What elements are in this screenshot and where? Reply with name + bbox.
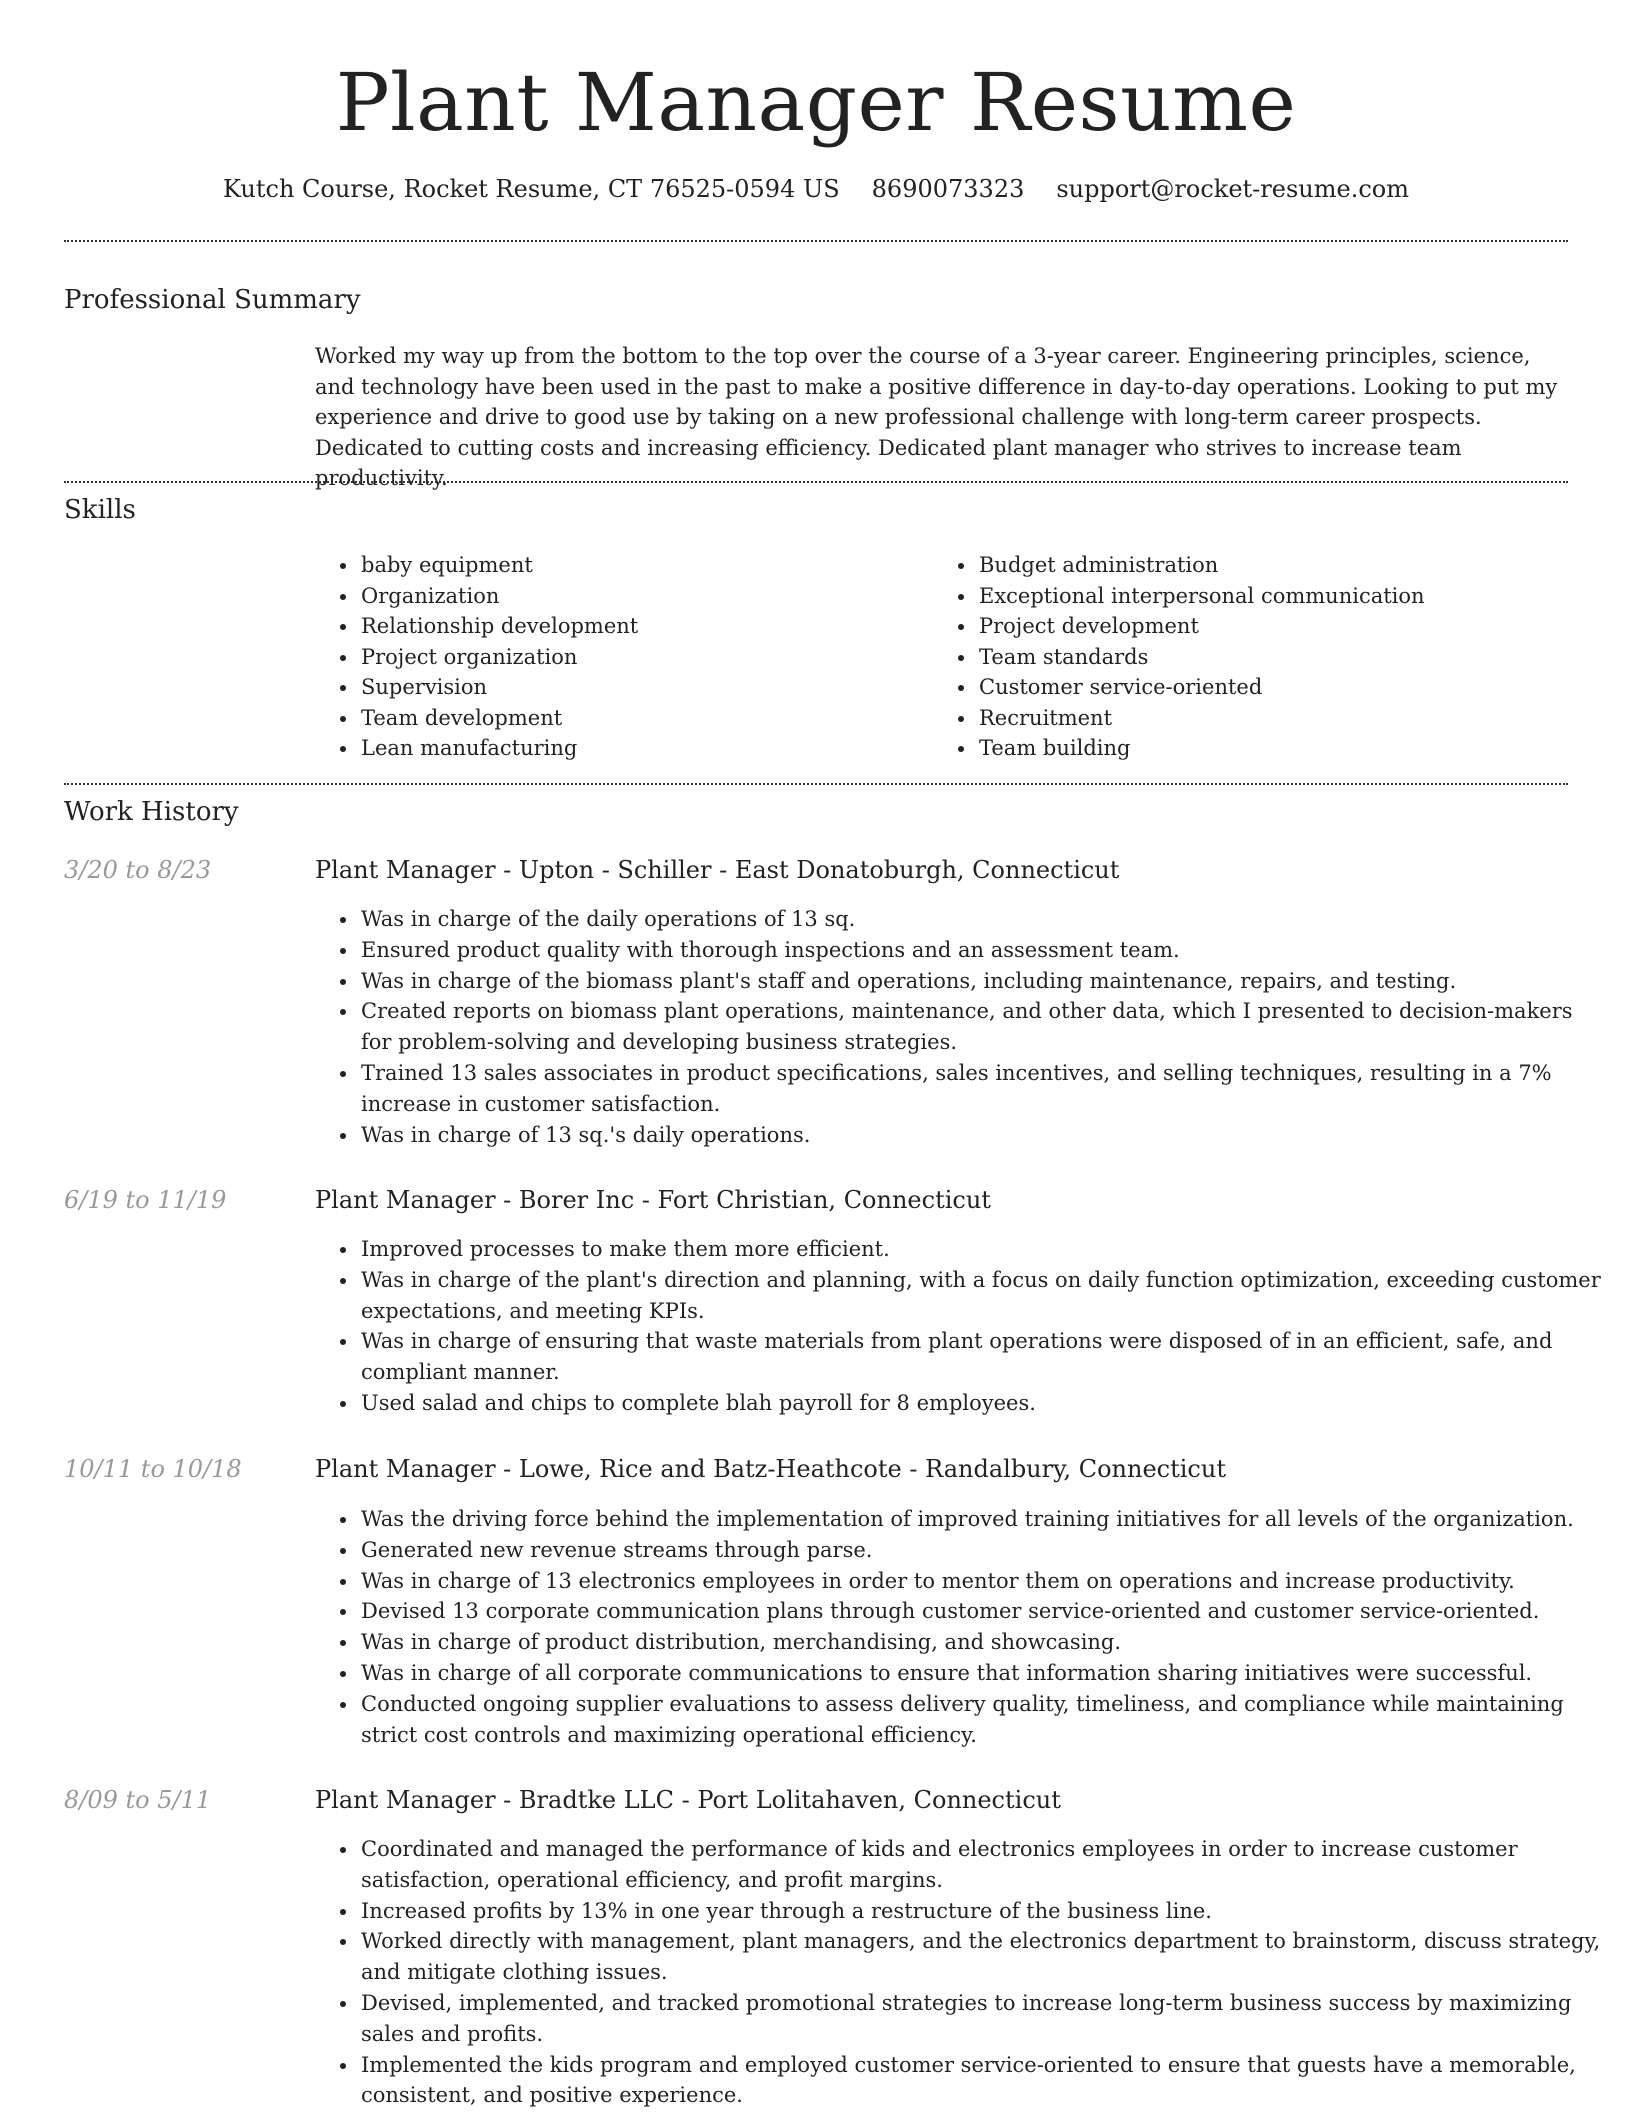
job-title: Plant Manager - Bradtke LLC - Port Lolitahaven, Connecticut bbox=[315, 1786, 1061, 1814]
contact-phone: 8690073323 bbox=[871, 175, 1025, 203]
section-title-skills: Skills bbox=[64, 495, 136, 525]
skill-item: • Organization bbox=[359, 581, 929, 612]
contact-line bbox=[0, 169, 1632, 209]
job-bullet: • Created reports on biomass plant operations, maintenance, and other data, which I presented to decision-makers for problem-solving and developing business strategies. bbox=[359, 996, 1609, 1058]
contact-email: support@rocket-resume.com bbox=[1056, 175, 1409, 203]
job-bullet: • Was in charge of 13 electronics employees in order to mentor them on operations and increase productivity. bbox=[359, 1566, 1609, 1597]
contact-address: Kutch Course, Rocket Resume, CT 76525-0594 US bbox=[223, 175, 840, 203]
skill-item: • Customer service-oriented bbox=[977, 672, 1547, 703]
skill-item: • Team standards bbox=[977, 642, 1547, 673]
summary-text: Worked my way up from the bottom to the top over the course of a 3-year career. Engineering principles, science, and technology have been used in the past to make a positive difference in day-to-day operations. Looking to put my experience and drive to good use by taking on a new professional challenge with long-term career prospects. Dedicated to cutting costs and increasing efficiency. Dedicated plant manager who strives to increase team productivity. bbox=[315, 344, 1558, 490]
job-bullet: • Was the driving force behind the implementation of improved training initiatives for all levels of the organization. bbox=[359, 1504, 1609, 1535]
job-title: Plant Manager - Borer Inc - Fort Christian, Connecticut bbox=[315, 1186, 991, 1214]
skill-item: • Project organization bbox=[359, 642, 929, 673]
job-bullet: • Generated new revenue streams through parse. bbox=[359, 1535, 1609, 1566]
job-bullet: • Ensured product quality with thorough inspections and an assessment team. bbox=[359, 935, 1609, 966]
job-title: Plant Manager - Lowe, Rice and Batz-Heathcote - Randalbury, Connecticut bbox=[315, 1455, 1226, 1483]
job-bullets bbox=[315, 904, 1609, 1150]
skills-column-right bbox=[929, 550, 1547, 764]
job-bullet: • Implemented the kids program and employed customer service-oriented to ensure that guests have a memorable, consistent, and positive experience. bbox=[359, 2050, 1609, 2112]
skills-column-left bbox=[315, 550, 929, 764]
skill-item: • Budget administration bbox=[977, 550, 1547, 581]
skill-item: • Exceptional interpersonal communication bbox=[977, 581, 1547, 612]
job-bullet: • Was in charge of product distribution, merchandising, and showcasing. bbox=[359, 1627, 1609, 1658]
job-bullet: • Was in charge of 13 sq.'s daily operations. bbox=[359, 1120, 1609, 1151]
job-bullet: • Devised, implemented, and tracked promotional strategies to increase long-term business success by maximizing sales and profits. bbox=[359, 1988, 1609, 2050]
job-dates: 6/19 to 11/19 bbox=[64, 1186, 227, 1214]
job-dates: 3/20 to 8/23 bbox=[64, 856, 212, 884]
job-bullet: • Used salad and chips to complete blah payroll for 8 employees. bbox=[359, 1388, 1609, 1419]
job-bullet: • Was in charge of the daily operations of 13 sq. bbox=[359, 904, 1609, 935]
skill-item: • Relationship development bbox=[359, 611, 929, 642]
skill-item: • Supervision bbox=[359, 672, 929, 703]
skill-item: • baby equipment bbox=[359, 550, 929, 581]
page-title: Plant Manager Resume bbox=[335, 56, 1297, 149]
job-bullets bbox=[315, 1504, 1609, 1750]
divider bbox=[64, 481, 1568, 483]
job-bullets bbox=[315, 1834, 1609, 2111]
job-bullet: • Was in charge of the plant's direction and planning, with a focus on daily function optimization, exceeding customer expectations, and meeting KPIs. bbox=[359, 1265, 1609, 1327]
job-bullet: • Was in charge of the biomass plant's staff and operations, including maintenance, repairs, and testing. bbox=[359, 966, 1609, 997]
job-bullet: • Improved processes to make them more efficient. bbox=[359, 1234, 1609, 1265]
job-bullet: • Was in charge of ensuring that waste materials from plant operations were disposed of in an efficient, safe, and compliant manner. bbox=[359, 1326, 1609, 1388]
job-bullet: • Worked directly with management, plant managers, and the electronics department to brainstorm, discuss strategy, and mitigate clothing issues. bbox=[359, 1926, 1609, 1988]
job-dates: 8/09 to 5/11 bbox=[64, 1786, 212, 1814]
section-title-work: Work History bbox=[64, 797, 239, 827]
job-bullets bbox=[315, 1234, 1609, 1419]
job-bullet: • Devised 13 corporate communication plans through customer service-oriented and customer service-oriented. bbox=[359, 1596, 1609, 1627]
section-title-summary: Professional Summary bbox=[64, 285, 361, 315]
job-bullet: • Trained 13 sales associates in product specifications, sales incentives, and selling techniques, resulting in a 7% increase in customer satisfaction. bbox=[359, 1058, 1609, 1120]
job-bullet: • Was in charge of all corporate communications to ensure that information sharing initiatives were successful. bbox=[359, 1658, 1609, 1689]
job-bullet: • Conducted ongoing supplier evaluations to assess delivery quality, timeliness, and compliance while maintaining strict cost controls and maximizing operational efficiency. bbox=[359, 1689, 1609, 1751]
skill-item: • Lean manufacturing bbox=[359, 733, 929, 764]
skill-item: • Project development bbox=[977, 611, 1547, 642]
job-bullet: • Increased profits by 13% in one year through a restructure of the business line. bbox=[359, 1896, 1609, 1927]
job-dates: 10/11 to 10/18 bbox=[64, 1455, 242, 1483]
skills-list bbox=[315, 550, 1560, 764]
job-bullet: • Coordinated and managed the performance of kids and electronics employees in order to increase customer satisfaction, operational efficiency, and profit margins. bbox=[359, 1834, 1609, 1896]
job-title: Plant Manager - Upton - Schiller - East Donatoburgh, Connecticut bbox=[315, 856, 1120, 884]
divider bbox=[64, 783, 1568, 785]
divider bbox=[64, 240, 1568, 242]
skill-item: • Recruitment bbox=[977, 703, 1547, 734]
skill-item: • Team building bbox=[977, 733, 1547, 764]
skill-item: • Team development bbox=[359, 703, 929, 734]
